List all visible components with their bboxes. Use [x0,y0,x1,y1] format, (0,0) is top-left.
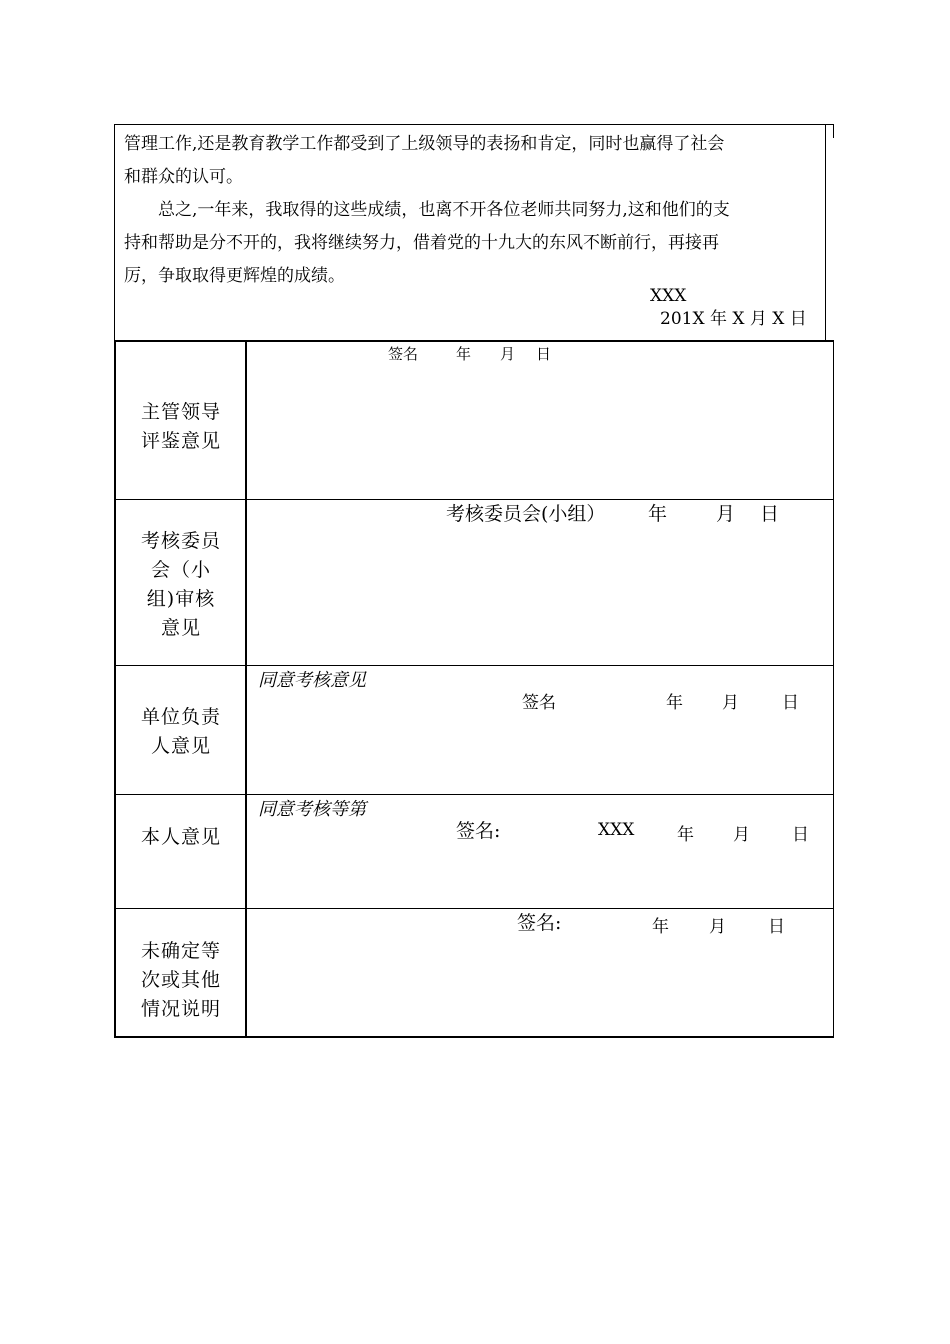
row4-year: 年 [677,825,694,845]
summary-author: XXX [650,286,687,306]
summary-para1-line2: 和群众的认可。 [124,167,243,187]
row-label-committee: 考核委员 会（小 组)审核 意见 [140,530,221,639]
top-box-left-border [114,124,115,340]
row-label-other: 未确定等 次或其他 情况说明 [140,940,221,1020]
row3-month: 月 [722,693,739,713]
summary-para1-line1: 管理工作,还是教育教学工作都受到了上级领导的表扬和肯定，同时也赢得了社会 [124,134,725,154]
summary-para2-line3: 厉，争取取得更辉煌的成绩。 [124,266,345,286]
row1-sign-label: 签名 [388,345,419,363]
row-label-supervisor: 主管领导 评鉴意见 [140,401,221,452]
row5-day: 日 [768,917,785,937]
row1-year: 年 [456,345,472,363]
row4-note: 同意考核等第 [258,799,366,820]
table-top-border [114,340,834,342]
top-box-right-border [825,124,826,340]
row2-year: 年 [648,503,668,525]
table-bottom-border [114,1036,834,1038]
row-label-self: 本人意见 [140,826,221,848]
row1-day: 日 [536,345,552,363]
row4-day: 日 [792,825,809,845]
row2-committee: 考核委员会(小组） [446,503,606,525]
row4-month: 月 [733,825,750,845]
row2-day: 日 [760,503,780,525]
row5-sign-label: 签名: [517,912,562,934]
row3-note: 同意考核意见 [258,670,366,691]
row3-day: 日 [782,693,799,713]
row4-sign-label: 签名: [456,820,501,842]
row5-year: 年 [652,917,669,937]
top-box-corner-mark-v [833,124,834,138]
table-row-divider-4 [114,908,834,909]
row3-sign-label: 签名 [522,693,556,713]
row-label-unit-head: 单位负责 人意见 [140,706,221,757]
summary-para2-line2: 持和帮助是分不开的，我将继续努力，借着党的十九大的东风不断前行，再接再 [124,233,719,253]
summary-para2-line1: 总之,一年来，我取得的这些成绩，也离不开各位老师共同努力,这和他们的支 [158,200,730,220]
row4-signer: XXX [598,820,635,840]
table-row-divider-2 [114,665,834,666]
top-box-top-border [114,124,826,125]
summary-text [124,128,814,293]
row5-month: 月 [709,917,726,937]
summary-date: 201X 年 X 月 X 日 [660,309,807,329]
row1-month: 月 [500,345,516,363]
table-right-border [833,340,834,1038]
row3-year: 年 [666,693,683,713]
row2-month: 月 [716,503,736,525]
table-row-divider-3 [114,794,834,795]
